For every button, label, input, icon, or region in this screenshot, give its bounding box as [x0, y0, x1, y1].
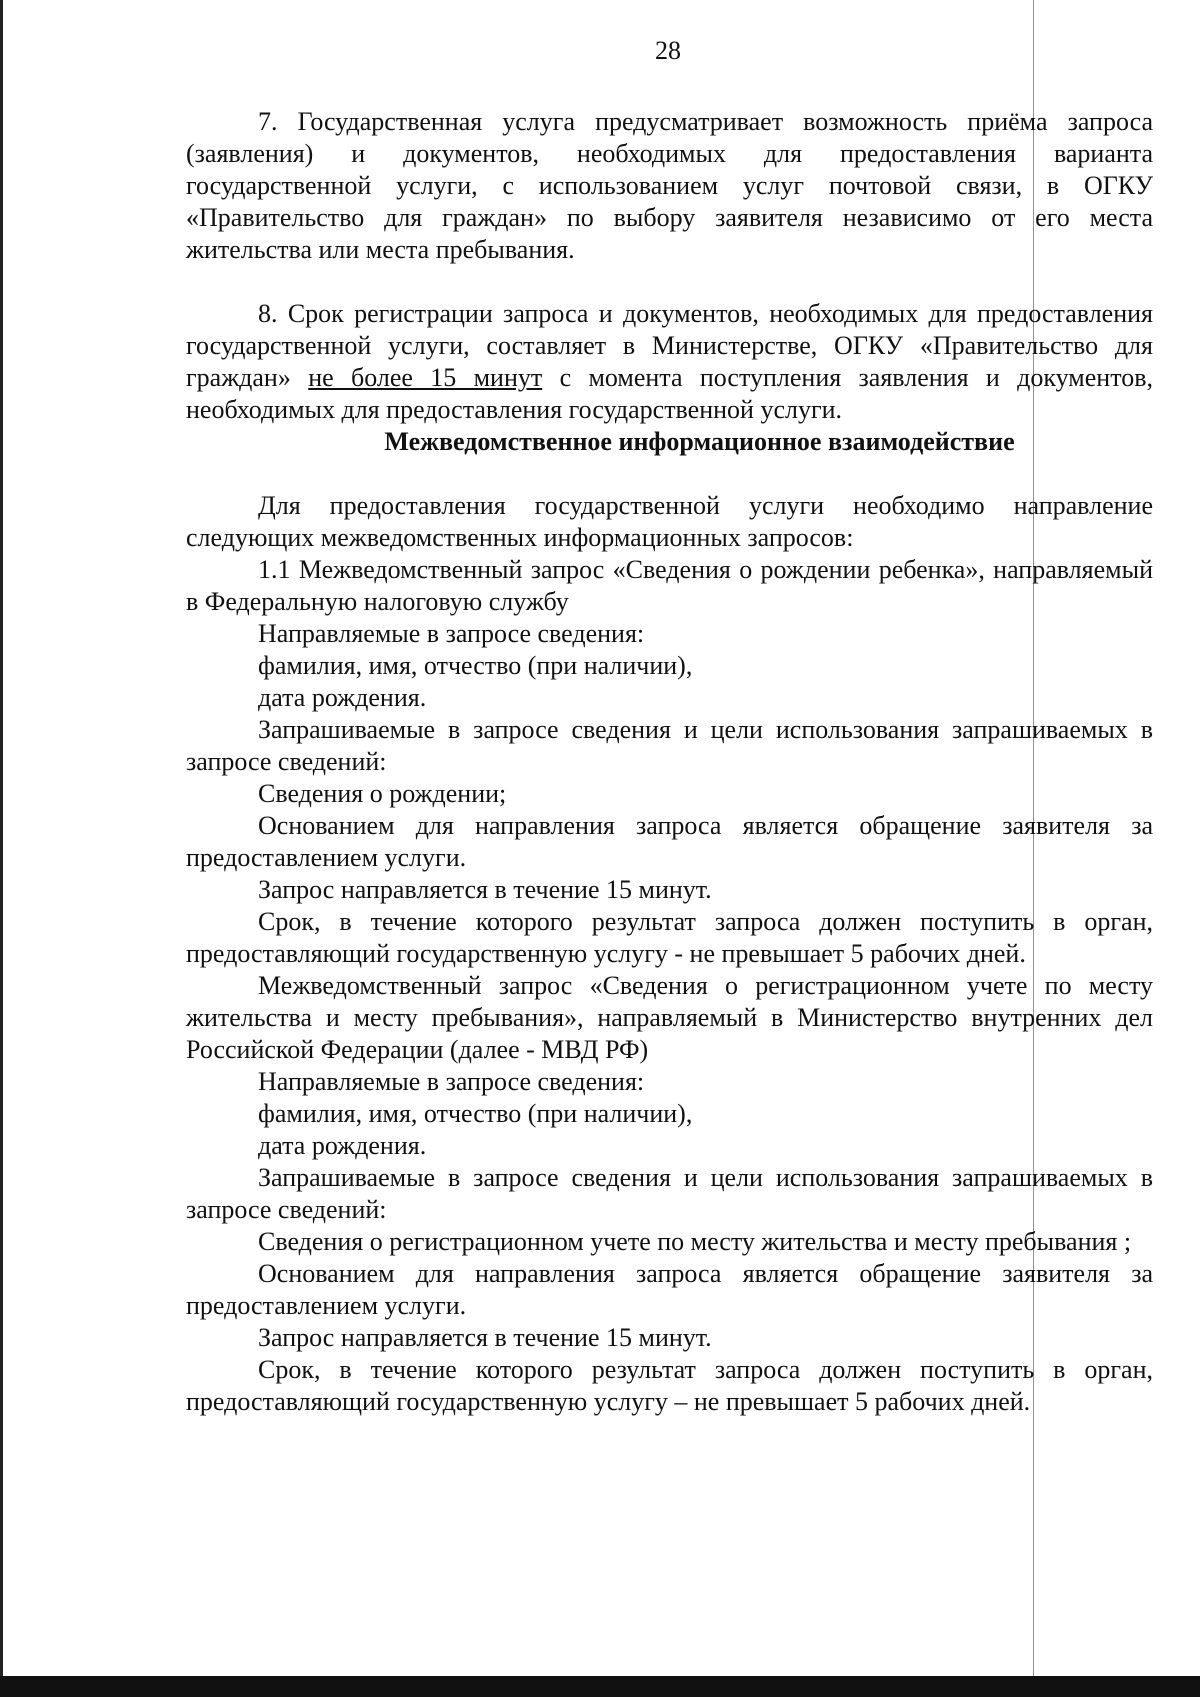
request-2-sent-label: Направляемые в запросе сведения: — [258, 1067, 645, 1096]
request-2-requested-item: Сведения о регистрационном учете по месту жительства и месту пребывания ; — [258, 1227, 1132, 1256]
request-1-sent-label: Направляемые в запросе сведения: — [258, 619, 645, 648]
document-body — [186, 106, 1153, 1418]
request-2-timing: Запрос направляется в течение 15 минут. — [258, 1323, 712, 1352]
request-2-sent-item: фамилия, имя, отчество (при наличии), — [258, 1099, 693, 1128]
request-1-basis: Основанием для направления запроса является обращение заявителя за предоставлением услуги. — [186, 811, 1153, 872]
request-1-title: 1.1 Межведомственный запрос «Сведения о рождении ребенка», направляемый в Федеральную налоговую службу — [186, 555, 1153, 616]
paragraph-8 — [186, 298, 1153, 426]
request-1-sent-item: фамилия, имя, отчество (при наличии), — [258, 651, 693, 680]
paragraph-8-end: с момента поступления заявления и документов, необходимых для предоставления государственной услуги. — [186, 363, 1153, 424]
request-1-sent-item: дата рождения. — [258, 683, 427, 712]
scan-left-border — [0, 0, 3, 1697]
request-1-requested-label: Запрашиваемые в запросе сведения и цели использования запрашиваемых в запросе сведений: — [186, 715, 1153, 776]
request-2-sent-item: дата рождения. — [258, 1131, 427, 1160]
request-2-title: Межведомственный запрос «Сведения о регистрационном учете по месту жительства и месту пребывания», направляемый в Министерство внутренних дел Российской Федерации (далее - МВД РФ) — [186, 971, 1153, 1064]
request-1-deadline: Срок, в течение которого результат запроса должен поступить в орган, предоставляющий государственную услугу - не превышает 5 рабочих дней. — [186, 907, 1153, 968]
paragraph-8-start: 8. Срок регистрации запроса и документов, необходимых для предоставления государственной услуги, составляет в Министерстве, ОГКУ «Правительство для граждан» — [186, 299, 1153, 392]
section-heading: Межведомственное информационное взаимодействие — [384, 427, 1015, 456]
deadline-underlined: не более 15 минут — [308, 363, 543, 392]
page-number: 28 — [655, 36, 681, 65]
request-2-basis: Основанием для направления запроса является обращение заявителя за предоставлением услуги. — [186, 1259, 1153, 1320]
paragraph-7: 7. Государственная услуга предусматривает возможность приёма запроса (заявления) и документов, необходимых для предоставления варианта государственной услуги, с использованием услуг почтовой связи, в ОГКУ «Правительство для граждан» по выбору заявителя независимо от его места жительства или места пребывания. — [186, 107, 1153, 264]
request-1-requested-item: Сведения о рождении; — [258, 779, 507, 808]
request-2-requested-label: Запрашиваемые в запросе сведения и цели использования запрашиваемых в запросе сведений: — [186, 1163, 1153, 1224]
scan-bottom-border — [0, 1676, 1200, 1697]
request-1-timing: Запрос направляется в течение 15 минут. — [258, 875, 712, 904]
interagency-intro: Для предоставления государственной услуги необходимо направление следующих межведомственных информационных запросов: — [186, 491, 1153, 552]
request-2-deadline: Срок, в течение которого результат запроса должен поступить в орган, предоставляющий государственную услугу – не превышает 5 рабочих дней. — [186, 1355, 1153, 1416]
